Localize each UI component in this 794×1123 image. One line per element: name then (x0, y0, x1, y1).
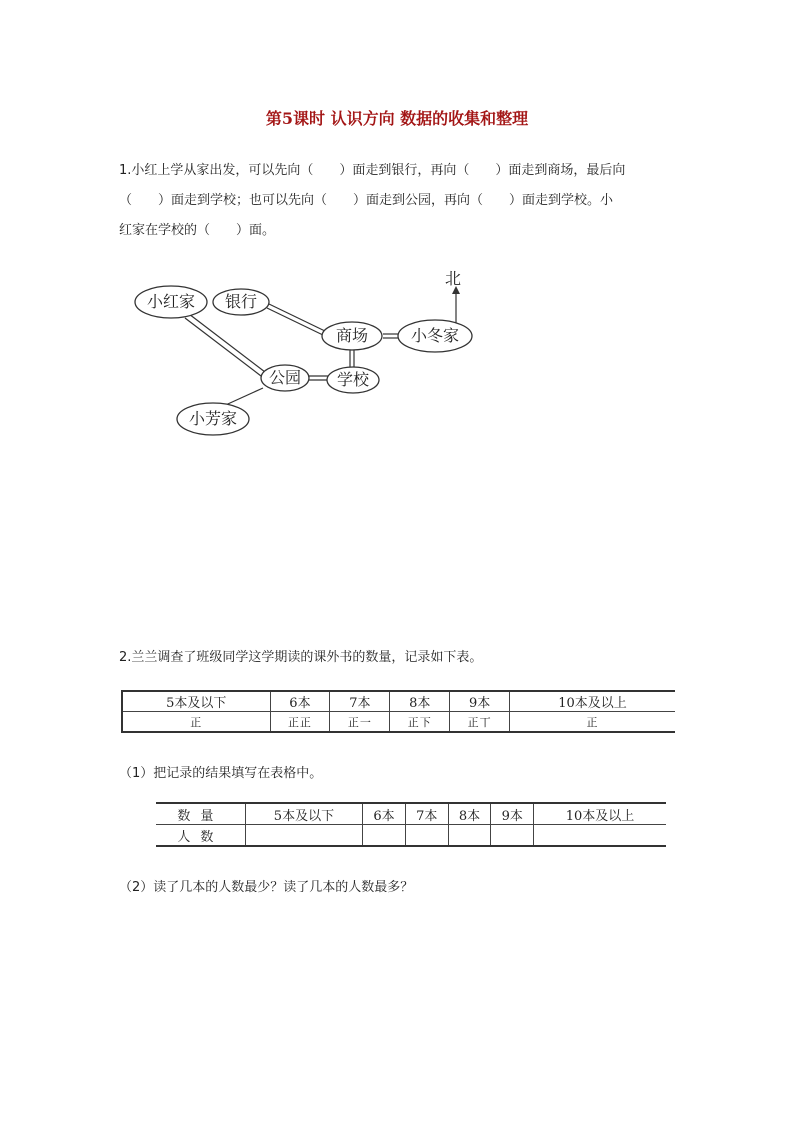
fill-header-cell: 5本及以下 (245, 803, 363, 825)
question-1-line-3: 红家在学校的（ ）面。 (119, 223, 276, 238)
tally-header-cell: 10本及以上 (510, 691, 675, 712)
tally-table (121, 690, 675, 733)
answer-cell[interactable] (491, 825, 534, 847)
answer-cell[interactable] (245, 825, 363, 847)
label-bank: 银行 (224, 292, 258, 311)
direction-map (119, 262, 499, 442)
row-label-quantity: 数量 (156, 803, 245, 825)
question-1 (119, 156, 679, 246)
tally-cell: 正下 (390, 712, 450, 733)
answer-cell[interactable] (534, 825, 666, 847)
question-2: 2.兰兰调查了班级同学这学期读的课外书的数量，记录如下表。 (119, 650, 483, 665)
label-xiaohong: 小红家 (146, 292, 196, 311)
tally-header-cell: 7本 (330, 691, 390, 712)
tally-header-cell: 5本及以下 (122, 691, 270, 712)
fill-header-cell: 8本 (448, 803, 491, 825)
label-school: 学校 (336, 370, 370, 389)
fill-header-cell: 6本 (363, 803, 406, 825)
fill-header-cell: 10本及以上 (534, 803, 666, 825)
fill-answer-row (156, 825, 666, 847)
fill-header-cell: 9本 (491, 803, 534, 825)
label-xiaodong: 小冬家 (410, 326, 460, 345)
answer-cell[interactable] (448, 825, 491, 847)
tally-header-cell: 6本 (270, 691, 330, 712)
fill-header-row (156, 803, 666, 825)
roads (185, 300, 399, 408)
tally-header-cell: 8本 (390, 691, 450, 712)
row-label-count: 人数 (156, 825, 245, 847)
page-title: 第5课时 认识方向 数据的收集和整理 (265, 109, 529, 128)
north-label: 北 (445, 269, 462, 288)
tally-header-row (122, 691, 675, 712)
tally-cell: 正 (122, 712, 270, 733)
sub-question-2: （2）读了几本的人数最少？读了几本的人数最多？ (119, 880, 414, 895)
tally-cell: 正一 (330, 712, 390, 733)
question-1-line-1: 1.小红上学从家出发，可以先向（ ）面走到银行，再向（ ）面走到商场，最后向 (119, 163, 626, 178)
tally-cell: 正正 (270, 712, 330, 733)
label-park: 公园 (268, 368, 302, 387)
tally-cell: 正 (510, 712, 675, 733)
fill-in-table (156, 802, 666, 847)
answer-cell[interactable] (363, 825, 406, 847)
answer-cell[interactable] (405, 825, 448, 847)
label-xiaofang: 小芳家 (188, 409, 238, 428)
tally-header-cell: 9本 (450, 691, 510, 712)
tally-marks-row (122, 712, 675, 733)
north-arrow (445, 269, 461, 324)
question-1-line-2: （ ）面走到学校；也可以先向（ ）面走到公园，再向（ ）面走到学校。小 (119, 193, 614, 208)
sub-question-1: （1）把记录的结果填写在表格中。 (119, 766, 323, 781)
label-mall: 商场 (335, 326, 369, 345)
tally-cell: 正丅 (450, 712, 510, 733)
fill-header-cell: 7本 (405, 803, 448, 825)
